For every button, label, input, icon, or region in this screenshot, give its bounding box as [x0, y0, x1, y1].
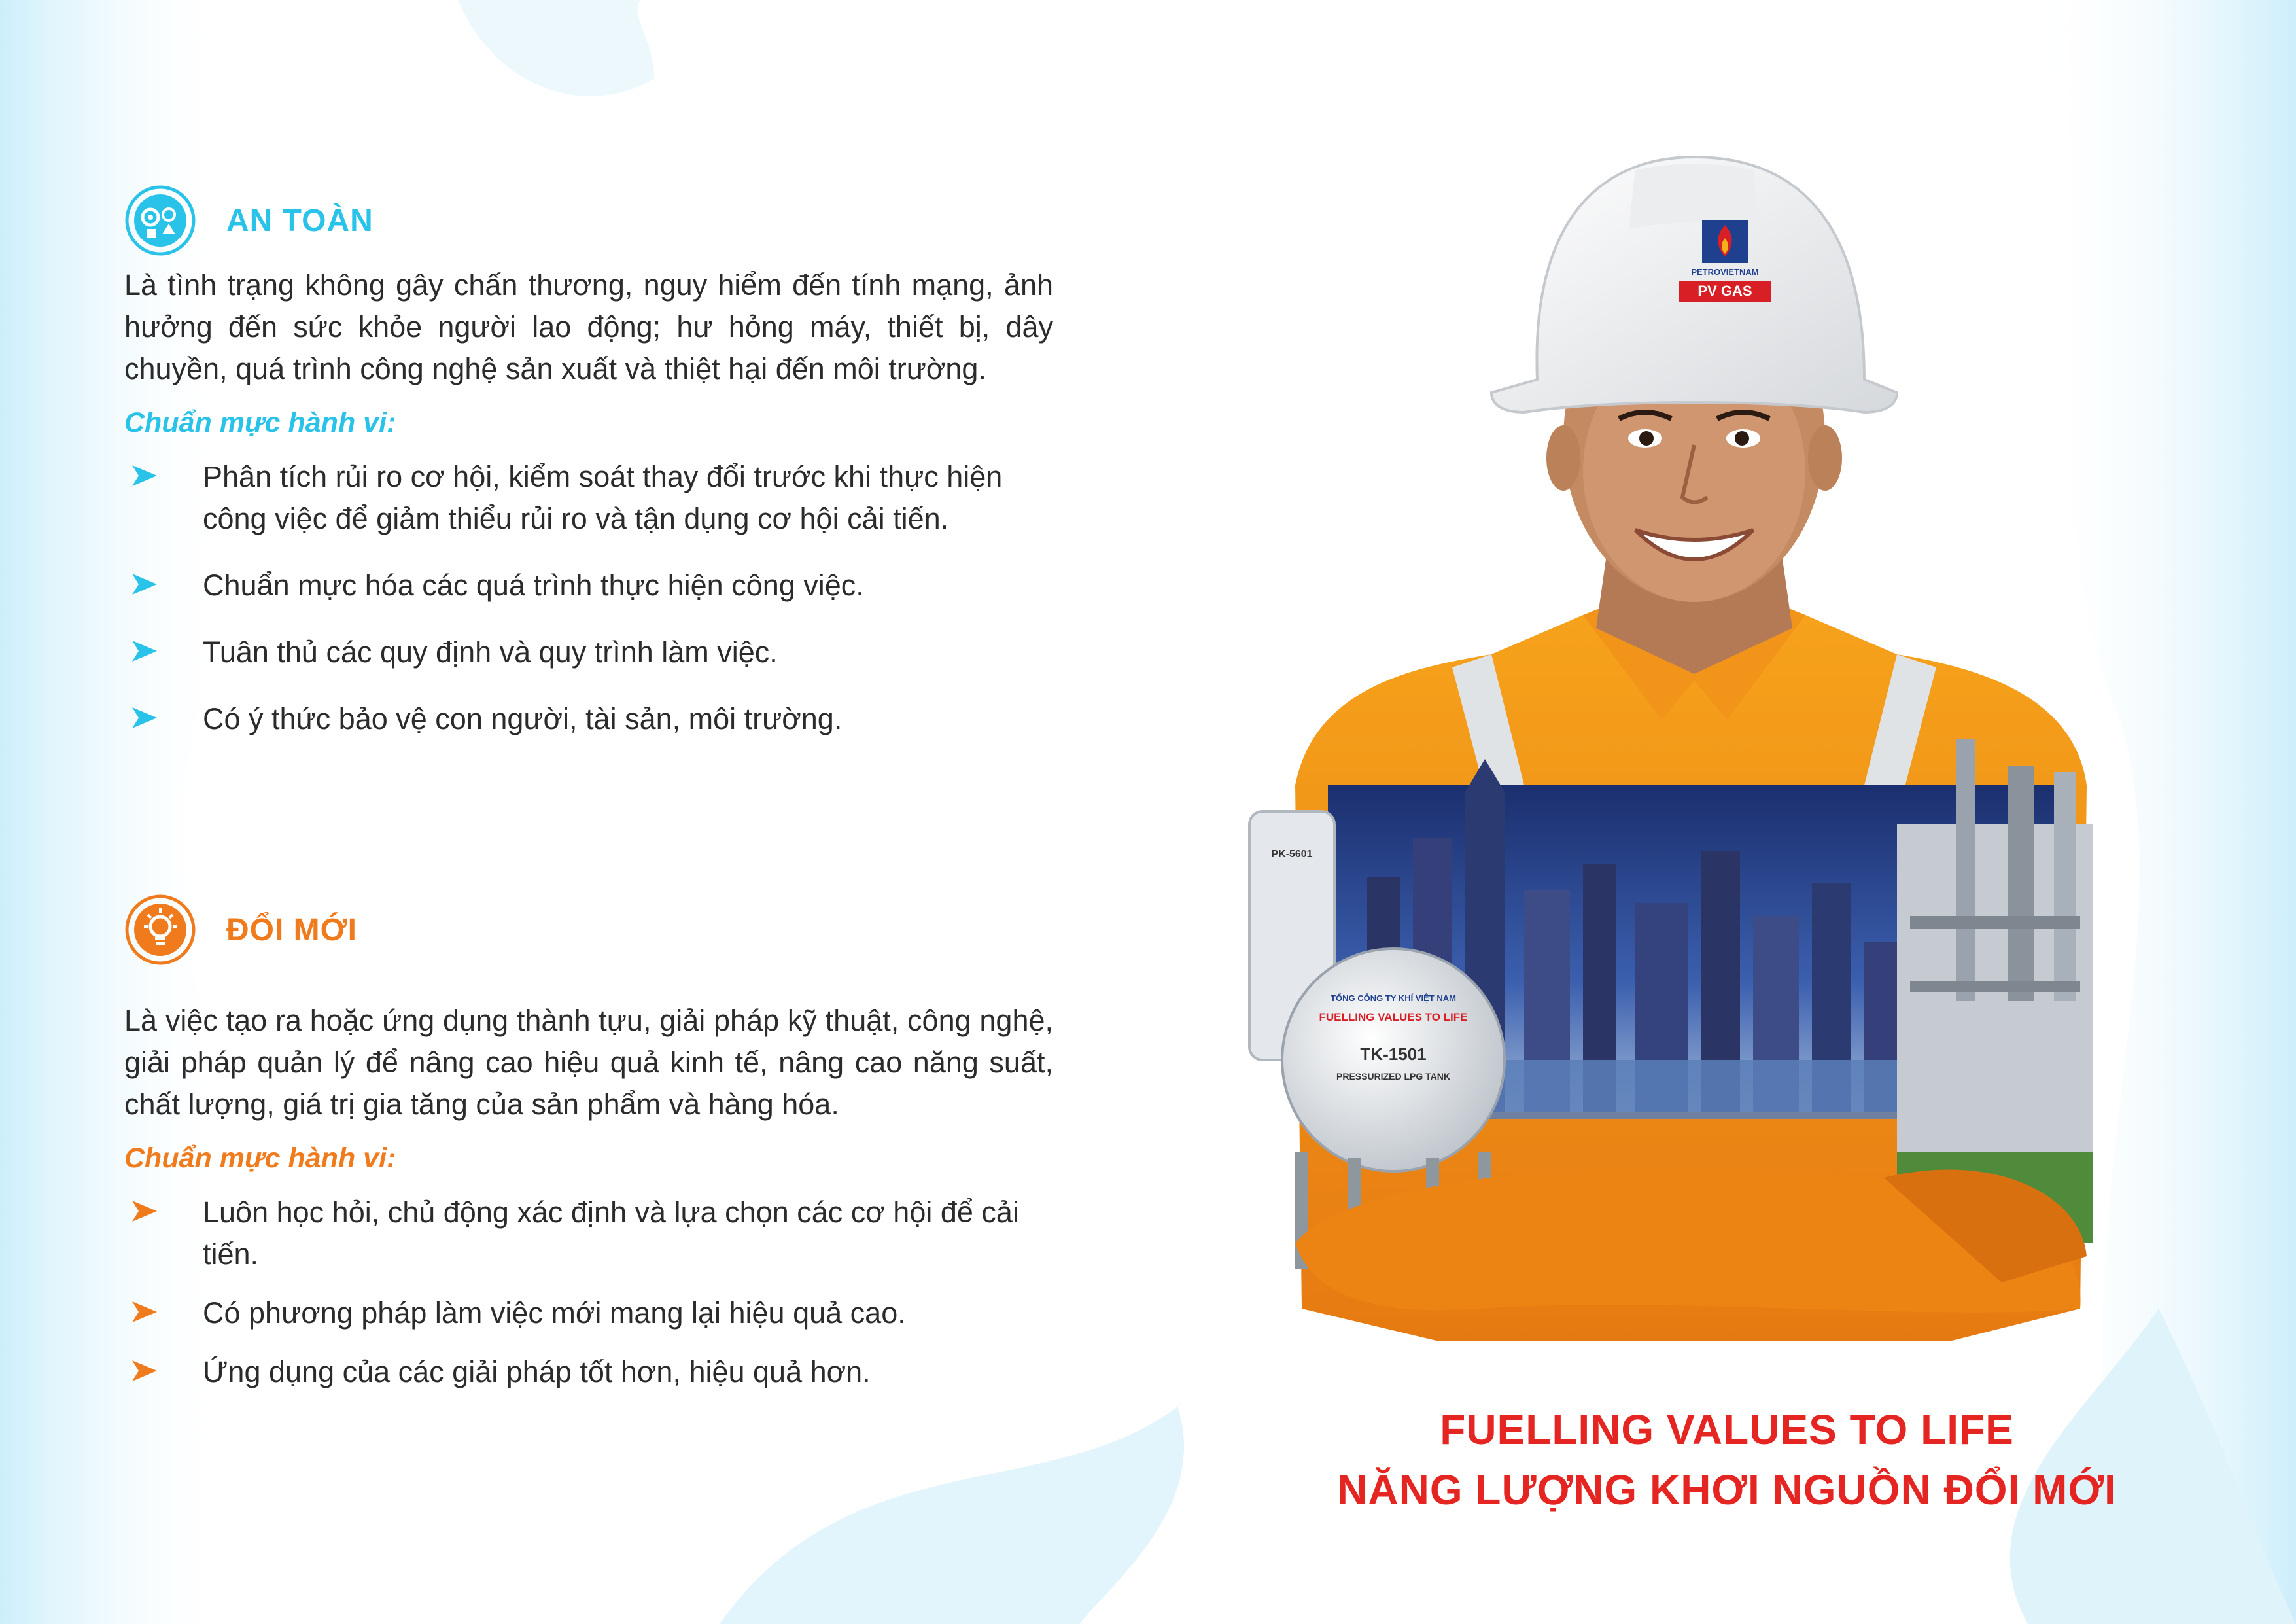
arrow-bullet-icon: [131, 1300, 158, 1324]
list-item-text: Luôn học hỏi, chủ động xác định và lựa chọn các cơ hội để cải tiến.: [203, 1195, 1019, 1271]
flame-logo-icon: [1679, 216, 1771, 266]
section-title: AN TOÀN: [226, 203, 374, 238]
section-header: [124, 185, 1053, 256]
list-item-text: Chuẩn mực hóa các quá trình thực hiện công việc.: [203, 569, 864, 602]
tank-sub-label: PRESSURIZED LPG TANK: [1336, 1071, 1450, 1082]
section-header: [124, 894, 1053, 966]
slogan-line-1: FUELLING VALUES TO LIFE: [1440, 1406, 2014, 1453]
list-item-text: Có phương pháp làm việc mới mang lại hiệu quả cao.: [203, 1296, 906, 1330]
behavior-list: [124, 456, 1053, 740]
arrow-bullet-icon: [131, 1199, 158, 1223]
arrow-bullet-icon: [131, 573, 158, 596]
section-doi-moi: [124, 894, 1053, 1410]
worker-illustration: [1217, 131, 2172, 1354]
arrow-bullet-icon: [131, 706, 158, 730]
slogan-line-2: NĂNG LƯỢNG KHƠI NGUỒN ĐỔI MỚI: [1337, 1466, 2117, 1513]
section-subheading: Chuẩn mực hành vi:: [124, 1142, 396, 1174]
safety-gears-icon: [124, 185, 196, 256]
helmet-logo: [1679, 216, 1771, 308]
cylinder-label: PK-5601: [1271, 849, 1313, 860]
logo-top-text: PETROVIETNAM: [1691, 267, 1759, 277]
list-item: [124, 456, 1053, 540]
arrow-bullet-icon: [131, 464, 158, 487]
section-subheading: Chuẩn mực hành vi:: [124, 407, 396, 438]
arrow-bullet-icon: [131, 639, 158, 663]
lightbulb-icon: [124, 894, 196, 966]
list-item: [124, 1351, 1053, 1393]
section-an-toan: [124, 185, 1053, 765]
behavior-list: [124, 1192, 1053, 1393]
list-item-text: Ứng dụng của các giải pháp tốt hơn, hiệu quả hơn.: [203, 1355, 871, 1388]
list-item-text: Tuân thủ các quy định và quy trình làm việc.: [203, 635, 778, 669]
list-item-text: Phân tích rủi ro cơ hội, kiểm soát thay đổi trước khi thực hiện công việc để giảm thiểu rủi ro và tận dụng cơ hội cải tiến.: [203, 460, 1003, 535]
list-item: [124, 631, 1053, 673]
list-item: [124, 698, 1053, 740]
tank-id-label: TK-1501: [1360, 1044, 1427, 1064]
arrow-bullet-icon: [131, 1359, 158, 1383]
list-item: [124, 1292, 1053, 1334]
list-item: [124, 565, 1053, 607]
tank-company-label: TỔNG CÔNG TY KHÍ VIỆT NAM: [1331, 993, 1456, 1003]
list-item-text: Có ý thức bảo vệ con người, tài sản, môi trường.: [203, 702, 843, 735]
section-description: Là tình trạng không gây chấn thương, nguy hiểm đến tính mạng, ảnh hưởng đến sức khỏe người lao động; hư hỏng máy, thiết bị, dây chuyền, quá trình công nghệ sản xuất và thiệt hại đến môi trường.: [124, 268, 1053, 385]
list-item: [124, 1192, 1053, 1275]
tank-motto-label: FUELLING VALUES TO LIFE: [1319, 1011, 1468, 1023]
section-title: ĐỔI MỚI: [226, 912, 357, 947]
logo-bottom-text: PV GAS: [1679, 281, 1771, 302]
section-description: Là việc tạo ra hoặc ứng dụng thành tựu, giải pháp kỹ thuật, công nghệ, giải pháp quản lý để nâng cao hiệu quả kinh tế, nâng cao năng suất, chất lượng, giá trị gia tăng của sản phẩm và hàng hóa.: [124, 1004, 1053, 1121]
